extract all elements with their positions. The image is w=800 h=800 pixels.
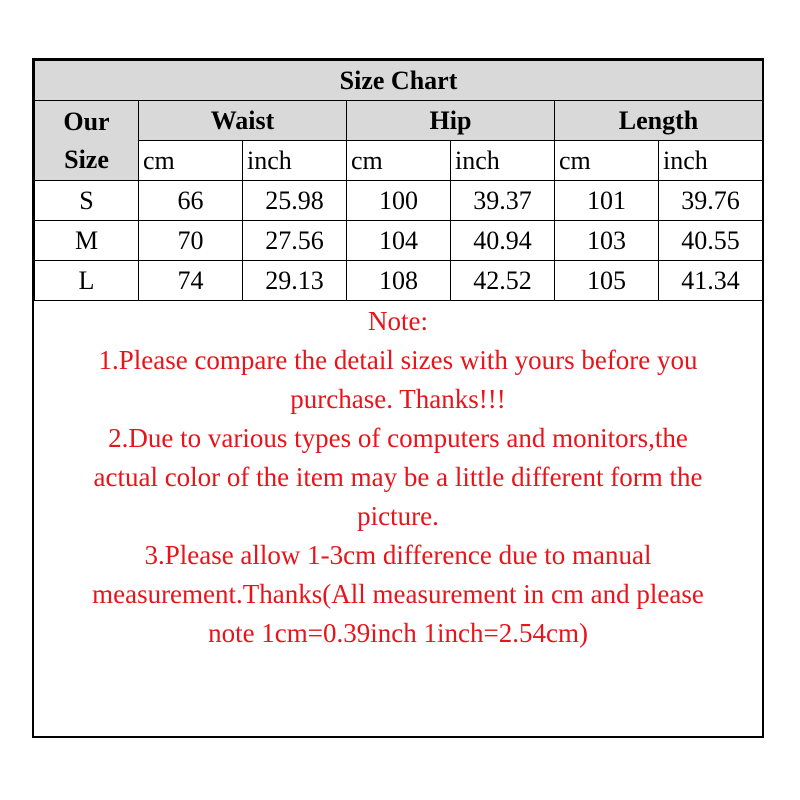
size-label: S bbox=[35, 181, 139, 221]
table-cell: 27.56 bbox=[243, 221, 347, 261]
table-cell: 70 bbox=[139, 221, 243, 261]
table-cell: 39.76 bbox=[659, 181, 763, 221]
title-row bbox=[35, 61, 763, 101]
note-section bbox=[34, 302, 762, 653]
group-header-waist: Waist bbox=[139, 101, 347, 141]
note-line: measurement.Thanks(All measurement in cm and please bbox=[92, 579, 704, 609]
size-label: L bbox=[35, 261, 139, 301]
size-chart-frame bbox=[32, 58, 764, 738]
size-label: M bbox=[35, 221, 139, 261]
table-row bbox=[35, 221, 763, 261]
size-chart-table bbox=[34, 60, 763, 301]
note-line: note 1cm=0.39inch 1inch=2.54cm) bbox=[208, 618, 588, 648]
chart-title: Size Chart bbox=[35, 61, 763, 101]
table-cell: 66 bbox=[139, 181, 243, 221]
table-cell: 40.94 bbox=[451, 221, 555, 261]
table-cell: 41.34 bbox=[659, 261, 763, 301]
table-cell: 105 bbox=[555, 261, 659, 301]
unit-header: cm bbox=[347, 141, 451, 181]
unit-header: cm bbox=[139, 141, 243, 181]
note-line: 3.Please allow 1-3cm difference due to manual bbox=[144, 540, 652, 570]
table-cell: 108 bbox=[347, 261, 451, 301]
unit-header-row bbox=[35, 141, 763, 181]
note-line: 1.Please compare the detail sizes with yours before you bbox=[98, 345, 698, 375]
note-line: 2.Due to various types of computers and monitors,the bbox=[108, 423, 688, 453]
note-heading: Note: bbox=[368, 306, 428, 336]
group-header-length: Length bbox=[555, 101, 763, 141]
table-cell: 29.13 bbox=[243, 261, 347, 301]
unit-header: inch bbox=[659, 141, 763, 181]
table-cell: 104 bbox=[347, 221, 451, 261]
table-row bbox=[35, 181, 763, 221]
table-cell: 25.98 bbox=[243, 181, 347, 221]
unit-header: cm bbox=[555, 141, 659, 181]
unit-header: inch bbox=[243, 141, 347, 181]
group-header-row bbox=[35, 101, 763, 141]
table-row bbox=[35, 261, 763, 301]
our-size-line-1: Our bbox=[63, 106, 110, 136]
group-header-hip: Hip bbox=[347, 101, 555, 141]
note-line: actual color of the item may be a little different form the bbox=[93, 462, 703, 492]
table-cell: 40.55 bbox=[659, 221, 763, 261]
note-line: purchase. Thanks!!! bbox=[290, 384, 506, 414]
table-cell: 42.52 bbox=[451, 261, 555, 301]
table-cell: 100 bbox=[347, 181, 451, 221]
our-size-line-2: Size bbox=[64, 144, 109, 174]
table-cell: 39.37 bbox=[451, 181, 555, 221]
table-cell: 74 bbox=[139, 261, 243, 301]
unit-header: inch bbox=[451, 141, 555, 181]
table-cell: 101 bbox=[555, 181, 659, 221]
our-size-header bbox=[35, 101, 139, 181]
note-line: picture. bbox=[357, 501, 439, 531]
table-cell: 103 bbox=[555, 221, 659, 261]
